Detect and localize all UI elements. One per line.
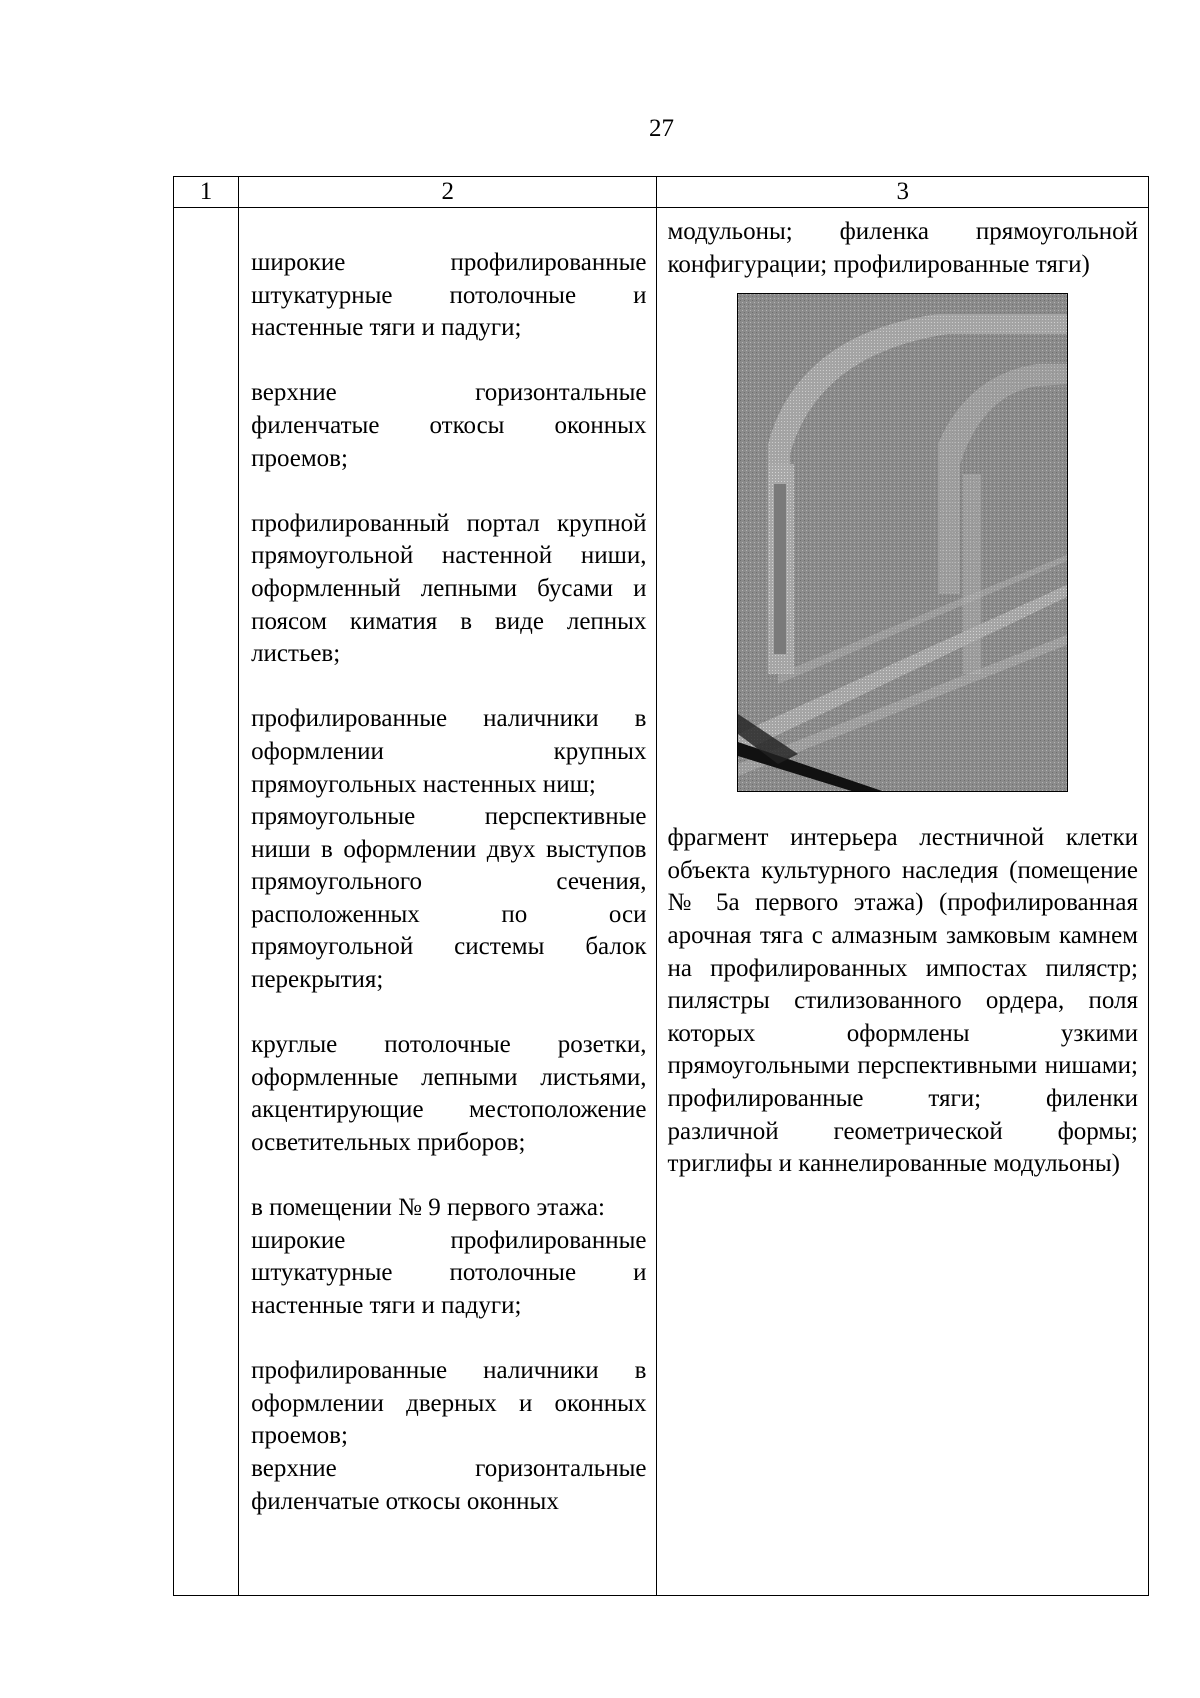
header-cell-1: 1 bbox=[174, 177, 239, 208]
list-item: профилированные наличники в оформлении дверных и оконных проемов; bbox=[251, 1357, 647, 1450]
list-item: верхние горизонтальные филенчатые откосы оконных проемов; bbox=[251, 379, 647, 472]
list-item: широкие профилированные штукатурные потолочные и настенные тяги и падуги; bbox=[251, 249, 647, 342]
elements-cell bbox=[239, 208, 657, 1596]
paragraph-gap bbox=[251, 671, 646, 704]
page-number: 27 bbox=[649, 115, 674, 142]
paragraph-gap bbox=[251, 997, 646, 1030]
number-cell bbox=[174, 208, 239, 1596]
paragraph-gap bbox=[251, 345, 646, 378]
table-row bbox=[174, 208, 1149, 1596]
paragraph-gap bbox=[251, 475, 646, 508]
photo-caption: фрагмент интерьера лестничной клетки объекта культурного наследия (помещение № 5а первого этажа) (профилированная арочная тяга с алмазным замковым камнем на профилированных импостах пилястр; пилястры стилизованного ордера, поля которых оформлены узкими прямоугольными перспективными нишами; профилированные тяги; филенки различной геометрической формы; триглифы и каннелированные модульоны) bbox=[667, 824, 1138, 1178]
paragraph-gap bbox=[251, 1323, 646, 1356]
list-item: широкие профилированные штукатурные потолочные и настенные тяги и падуги; bbox=[251, 1226, 647, 1319]
list-item: прямоугольные перспективные ниши в оформлении двух выступов прямоугольного сечения, расположенных по оси прямоугольной системы балок перекрытия; bbox=[251, 803, 647, 994]
list-item: в помещении № 9 первого этажа: bbox=[251, 1194, 605, 1222]
list-item: круглые потолочные розетки, оформленные лепными листьями, акцентирующие местоположение осветительных приборов; bbox=[251, 1031, 647, 1157]
list-item: профилированные наличники в оформлении крупных прямоугольных настенных ниш; bbox=[251, 705, 647, 798]
photo-cell bbox=[657, 208, 1149, 1596]
header-cell-3: 3 bbox=[657, 177, 1149, 208]
elements-list bbox=[239, 208, 656, 1518]
staircase-interior-photo bbox=[737, 293, 1068, 792]
list-item: верхние горизонтальные филенчатые откосы оконных bbox=[251, 1454, 647, 1515]
list-item: профилированный портал крупной прямоугольной настенной ниши, оформленный лепными бусами и поясом киматия в виде лепных листьев; bbox=[251, 509, 647, 668]
paragraph-gap bbox=[251, 1160, 646, 1193]
photo-illustration bbox=[738, 294, 1068, 792]
header-cell-2: 2 bbox=[239, 177, 657, 208]
table-header-row bbox=[174, 177, 1149, 208]
photo-top-text: модульоны; филенка прямоугольной конфигурации; профилированные тяги) bbox=[667, 218, 1138, 278]
heritage-elements-table bbox=[173, 176, 1149, 1596]
